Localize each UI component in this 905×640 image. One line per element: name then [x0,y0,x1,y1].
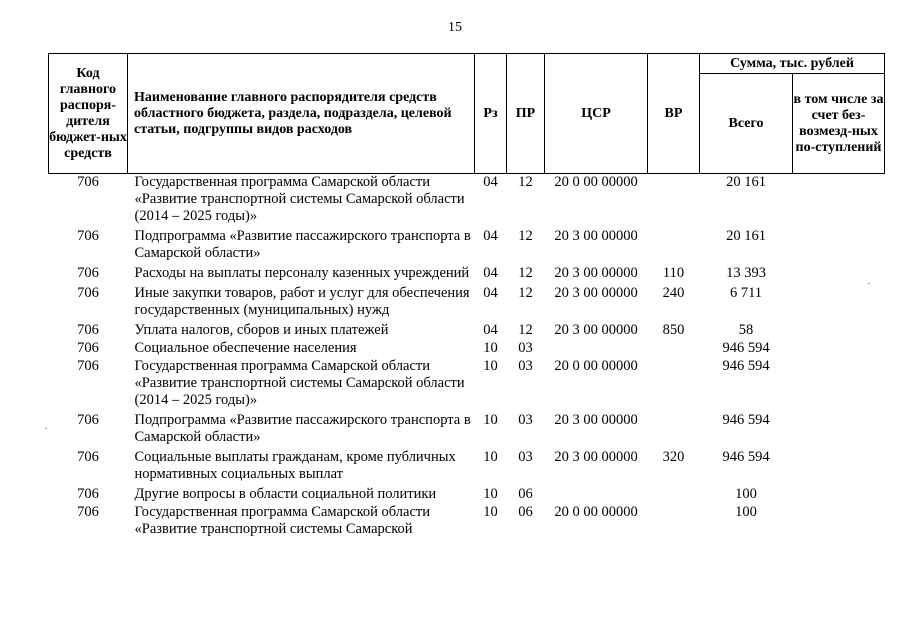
cell-vr [648,504,700,541]
cell-free [793,504,885,541]
cell-csr: 20 3 00 00000 [554,322,638,338]
cell-csr: 20 3 00 00000 [554,265,638,281]
table-row [49,504,885,541]
page-number: 15 [448,20,462,35]
cell-free [793,174,885,229]
cell-pr: 12 [518,285,533,301]
cell-total: 20 161 [726,174,766,190]
scan-mark [868,283,870,284]
cell-rz: 04 [483,285,498,301]
cell-rz: 10 [483,449,498,465]
table-row [49,340,885,358]
cell-code: 706 [77,340,99,356]
cell-pr: 12 [518,228,533,244]
cell-vr [648,228,700,265]
table-body [49,174,885,542]
cell-vr: 110 [662,265,685,281]
cell-pr: 03 [518,449,533,465]
cell-total: 20 161 [726,228,766,244]
table-row [49,265,885,285]
cell-name: Государственная программа Самарской области «Развитие транспортной системы Самарской [134,504,431,537]
cell-total: 100 [735,486,757,502]
cell-rz: 04 [483,174,498,190]
cell-name: Социальное обеспечение населения [134,340,357,356]
cell-free [793,322,885,340]
cell-free [793,285,885,322]
cell-name: Подпрограмма «Развитие пассажирского транспорта в Самарской области» [134,228,471,261]
cell-total: 6 711 [729,285,763,301]
cell-vr [648,412,700,449]
table-row [49,449,885,486]
cell-total: 946 594 [722,340,770,356]
cell-code: 706 [77,265,99,281]
cell-pr: 03 [518,358,533,374]
cell-pr: 03 [518,412,533,428]
cell-vr: 320 [662,449,685,465]
cell-code: 706 [77,449,99,465]
cell-name: Социальные выплаты гражданам, кроме публичных нормативных социальных выплат [134,449,456,482]
cell-total: 946 594 [722,449,770,465]
cell-rz: 10 [483,358,498,374]
cell-csr: 20 3 00 00000 [554,228,638,244]
cell-code: 706 [77,504,99,520]
cell-total: 13 393 [726,265,766,281]
cell-total: 946 594 [722,412,770,428]
cell-name: Государственная программа Самарской области «Развитие транспортной системы Самарской области (2014 – 2025 годы)» [134,174,465,224]
table-row [49,358,885,412]
cell-vr: 850 [662,322,685,338]
cell-total: 58 [738,322,754,338]
cell-free [793,412,885,449]
cell-free [793,340,885,358]
cell-total: 100 [735,504,757,520]
cell-csr: 20 0 00 00000 [554,358,638,374]
cell-vr [648,174,700,229]
cell-csr: 20 0 00 00000 [554,174,638,190]
cell-name: Уплата налогов, сборов и иных платежей [134,322,389,338]
table-row [49,174,885,229]
cell-free [793,486,885,504]
cell-vr [648,486,700,504]
header-name: Наименование главного распорядителя средств областного бюджета, раздела, подраздела, целевой статьи, подгруппы видов расходов [128,54,475,174]
cell-name: Подпрограмма «Развитие пассажирского транспорта в Самарской области» [134,412,471,445]
cell-csr: 20 3 00 00000 [554,412,638,428]
cell-vr [648,358,700,412]
cell-csr: 20 0 00 00000 [554,504,638,520]
cell-rz: 10 [483,504,498,520]
cell-rz: 04 [483,322,498,338]
table-row [49,285,885,322]
cell-vr: 240 [662,285,685,301]
cell-pr: 12 [518,265,533,281]
cell-rz: 10 [483,486,498,502]
budget-table [48,53,885,541]
header-vr: ВР [648,54,700,174]
cell-name: Расходы на выплаты персоналу казенных учреждений [134,265,470,281]
cell-free [793,265,885,285]
cell-rz: 10 [483,340,498,356]
table-row [49,412,885,449]
cell-pr: 03 [518,340,533,356]
cell-name: Иные закупки товаров, работ и услуг для обеспечения государственных (муниципальных) нужд [134,285,470,318]
cell-pr: 06 [518,486,533,502]
cell-code: 706 [77,322,99,338]
cell-free [793,358,885,412]
header-sum-group: Сумма, тыс. рублей [700,54,885,74]
cell-name: Другие вопросы в области социальной политики [134,486,437,502]
cell-rz: 10 [483,412,498,428]
cell-code: 706 [77,486,99,502]
cell-csr [545,486,648,504]
cell-code: 706 [77,412,99,428]
cell-free [793,228,885,265]
header-csr: ЦСР [545,54,648,174]
cell-vr [648,340,700,358]
table-row [49,322,885,340]
cell-total: 946 594 [722,358,770,374]
scan-mark [45,428,47,429]
cell-pr: 12 [518,174,533,190]
cell-code: 706 [77,174,99,190]
cell-csr: 20 3 00 00000 [554,285,638,301]
header-free: в том числе за счет без-возмезд-ных по-ступлений [793,74,885,174]
header-code: Код главного распоря-дителя бюджет-ных средств [49,54,128,174]
cell-code: 706 [77,358,99,374]
header-pr: ПР [507,54,545,174]
cell-pr: 06 [518,504,533,520]
header-rz: Рз [475,54,507,174]
table-row [49,486,885,504]
cell-csr [545,340,648,358]
table-row [49,228,885,265]
cell-free [793,449,885,486]
cell-code: 706 [77,285,99,301]
cell-pr: 12 [518,322,533,338]
cell-name: Государственная программа Самарской области «Развитие транспортной системы Самарской области (2014 – 2025 годы)» [134,358,465,408]
cell-code: 706 [77,228,99,244]
cell-rz: 04 [483,228,498,244]
table-header [49,54,885,174]
cell-csr: 20 3 00 00000 [554,449,638,465]
header-total: Всего [700,74,793,174]
cell-rz: 04 [483,265,498,281]
